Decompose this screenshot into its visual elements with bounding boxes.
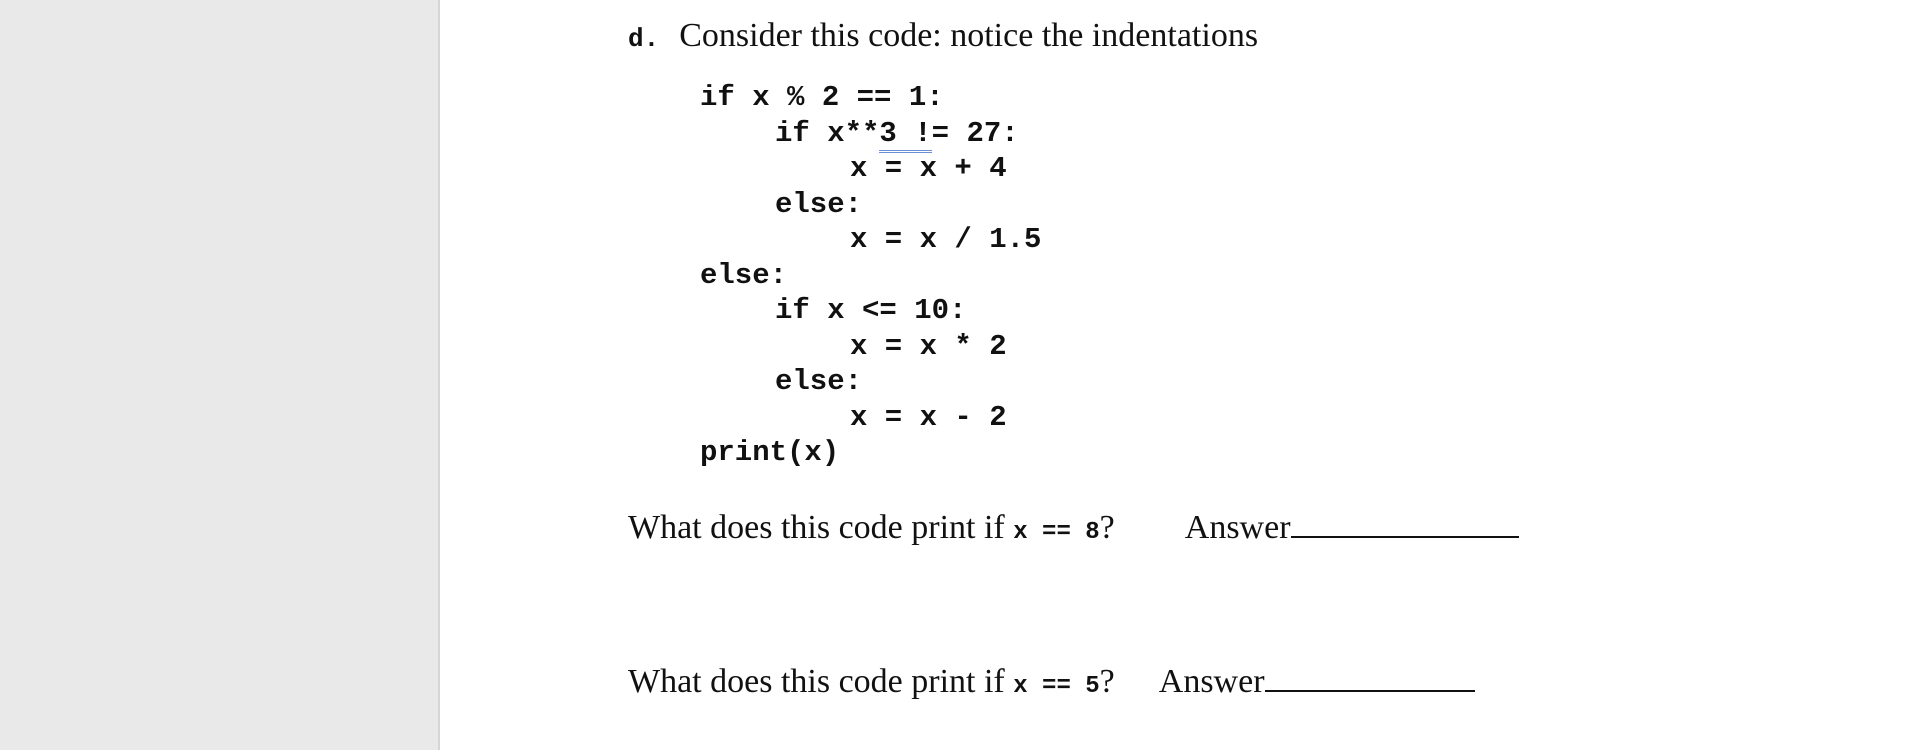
problem-heading bbox=[628, 12, 1258, 63]
code-line: if x % 2 == 1: bbox=[700, 81, 944, 114]
question-text: What does this code print if bbox=[628, 663, 1014, 700]
code-line: x = x / 1.5 bbox=[850, 223, 1042, 256]
answer-blank[interactable] bbox=[1291, 506, 1519, 538]
question-text: What does this code print if bbox=[628, 509, 1014, 546]
answer-label: Answer bbox=[1158, 663, 1265, 700]
question-condition: x == 8 bbox=[1013, 519, 1100, 546]
question-mark: ? bbox=[1099, 509, 1115, 546]
code-listing bbox=[700, 80, 1041, 471]
code-fragment: = 27: bbox=[931, 116, 1019, 150]
code-line: x = x * 2 bbox=[850, 329, 1007, 363]
question-mark: ? bbox=[1099, 663, 1115, 700]
code-line: else: bbox=[775, 187, 863, 221]
problem-marker: d. bbox=[628, 24, 660, 54]
question-condition: x == 5 bbox=[1013, 673, 1100, 700]
problem-prompt: Consider this code: notice the indentations bbox=[679, 17, 1259, 54]
code-line: x = x + 4 bbox=[850, 152, 1007, 185]
code-fragment: if x** bbox=[775, 116, 880, 150]
code-line: print(x) bbox=[700, 436, 840, 469]
code-line: else: bbox=[700, 258, 788, 292]
question-1 bbox=[628, 504, 1519, 557]
answer-blank[interactable] bbox=[1265, 660, 1475, 692]
answer-label: Answer bbox=[1184, 509, 1291, 546]
question-2 bbox=[628, 658, 1475, 711]
code-line bbox=[700, 116, 1041, 152]
code-line: x = x - 2 bbox=[850, 400, 1007, 434]
code-line: if x <= 10: bbox=[775, 294, 967, 327]
spellcheck-flagged-text[interactable]: 3 ! bbox=[879, 117, 931, 153]
code-line: else: bbox=[775, 365, 863, 398]
